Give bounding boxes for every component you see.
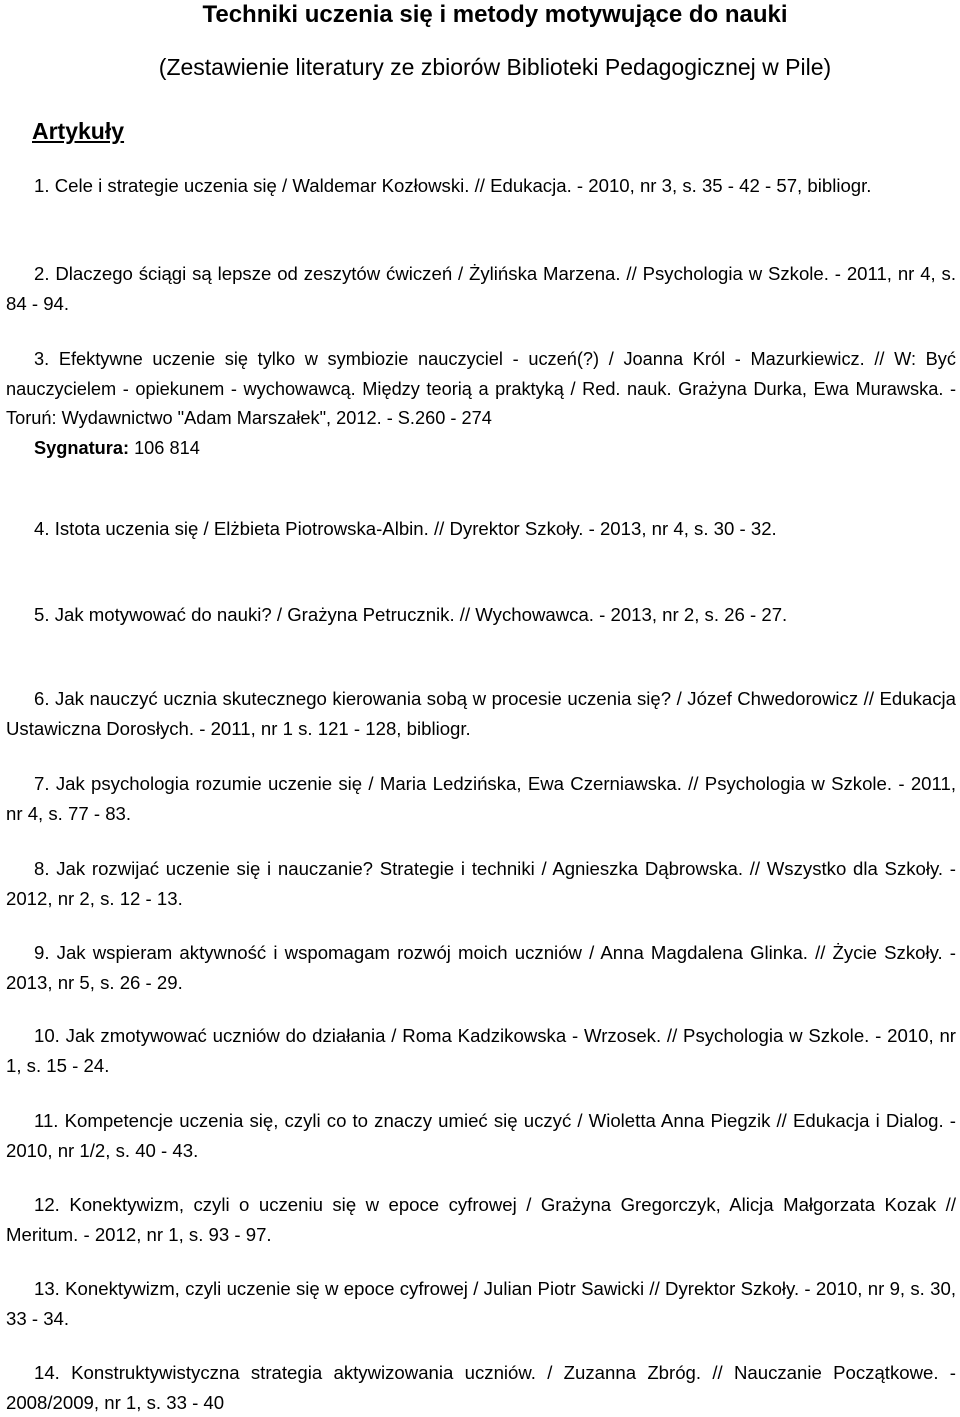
entry-number: 12. xyxy=(34,1194,60,1215)
entry-text: Konektywizm, czyli uczenie się w epoce cyfrowej / Julian Piotr Sawicki // Dyrektor Szkoły. - 2010, nr 9, s. 30, 33 - 34. xyxy=(6,1278,956,1329)
entry-text: Jak zmotywować uczniów do działania / Roma Kadzikowska - Wrzosek. // Psychologia w Szkole. - 2010, nr 1, s. 15 - 24. xyxy=(6,1025,956,1076)
bibliography-entry xyxy=(6,600,956,630)
bibliography-entry xyxy=(6,259,956,318)
entry-number: 14. xyxy=(34,1362,60,1383)
bibliography-entry xyxy=(6,1358,956,1417)
signature-line xyxy=(6,434,956,464)
entry-number: 10. xyxy=(34,1025,60,1046)
entry-number: 1. xyxy=(34,175,50,196)
bibliography-entry xyxy=(6,938,956,997)
entry-text: Istota uczenia się / Elżbieta Piotrowska-Albin. // Dyrektor Szkoły. - 2013, nr 4, s. 30 - 32. xyxy=(54,518,777,539)
bibliography-entry xyxy=(6,1190,956,1249)
entry-number: 11. xyxy=(34,1110,59,1131)
entry-number: 3. xyxy=(34,349,50,369)
entry-number: 9. xyxy=(34,942,50,963)
entry-text: Jak nauczyć ucznia skutecznego kierowania sobą w procesie uczenia się? / Józef Chwedorowicz // Edukacja Ustawiczna Dorosłych. - 2011, nr 1 s. 121 - 128, bibliogr. xyxy=(6,688,957,739)
entry-number: 7. xyxy=(34,773,50,794)
entry-text: Kompetencje uczenia się, czyli co to znaczy umieć się uczyć / Wioletta Anna Piegzik // Edukacja i Dialog. - 2010, nr 1/2, s. 40 - 43. xyxy=(6,1110,957,1161)
entry-text: Dlaczego ściągi są lepsze od zeszytów ćwiczeń / Żylińska Marzena. // Psychologia w Szkole. - 2011, nr 4, s. 84 - 94. xyxy=(6,263,957,314)
bibliography-entry xyxy=(6,1106,956,1165)
entry-text: Jak motywować do nauki? / Grażyna Petrucznik. // Wychowawca. - 2013, nr 2, s. 26 - 27. xyxy=(54,604,788,625)
entry-number: 2. xyxy=(34,263,50,284)
entry-text: Jak psychologia rozumie uczenie się / Maria Ledzińska, Ewa Czerniawska. // Psychologia w Szkole. - 2011, nr 4, s. 77 - 83. xyxy=(6,773,956,824)
bibliography-entry xyxy=(6,769,956,828)
document-title: Techniki uczenia się i metody motywujące do nauki xyxy=(202,1,788,28)
signature-label: Sygnatura: xyxy=(34,437,129,458)
entry-text: Konstruktywistyczna strategia aktywizowania uczniów. / Zuzanna Zbróg. // Nauczanie Początkowe. - 2008/2009, nr 1, s. 33 - 40 xyxy=(6,1362,956,1413)
bibliography-entry xyxy=(6,854,956,913)
bibliography-entry xyxy=(6,684,956,743)
entry-number: 8. xyxy=(34,858,50,879)
bibliography-entry xyxy=(6,171,956,201)
bibliography-entry xyxy=(6,1021,956,1080)
bibliography-entry xyxy=(6,514,956,544)
entry-text: Jak rozwijać uczenie się i nauczanie? Strategie i techniki / Agnieszka Dąbrowska. // Wszystko dla Szkoły. - 2012, nr 2, s. 12 - 13. xyxy=(6,858,956,909)
entry-text: Cele i strategie uczenia się / Waldemar Kozłowski. // Edukacja. - 2010, nr 3, s. 35 - 42 - 57, bibliogr. xyxy=(54,175,872,196)
entry-number: 5. xyxy=(34,604,50,625)
signature-value: 106 814 xyxy=(134,437,200,458)
entry-text: Jak wspieram aktywność i wspomagam rozwój moich uczniów / Anna Magdalena Glinka. // Życie Szkoły. - 2013, nr 5, s. 26 - 29. xyxy=(6,942,956,993)
bibliography-entry xyxy=(6,1274,956,1333)
document-subtitle: (Zestawienie literatury ze zbiorów Biblioteki Pedagogicznej w Pile) xyxy=(158,54,832,80)
entry-text: Efektywne uczenie się tylko w symbiozie nauczyciel - uczeń(?) / Joanna Król - Mazurkiewicz. // W: Być nauczycielem - opiekunem - wychowawcą. Między teorią a praktyką / Red. nauk. Grażyna Durka, Ewa Murawska. - Toruń: Wydawnictwo "Adam Marszałek", 2012. - S.260 - 274 xyxy=(6,349,956,428)
bibliography-entry xyxy=(6,345,956,463)
entry-text: Konektywizm, czyli o uczeniu się w epoce cyfrowej / Grażyna Gregorczyk, Alicja Małgorzata Kozak // Meritum. - 2012, nr 1, s. 93 - 97. xyxy=(6,1194,956,1245)
entry-number: 13. xyxy=(34,1278,60,1299)
section-heading: Artykuły xyxy=(32,118,125,144)
entry-number: 4. xyxy=(34,518,50,539)
entry-number: 6. xyxy=(34,688,50,709)
